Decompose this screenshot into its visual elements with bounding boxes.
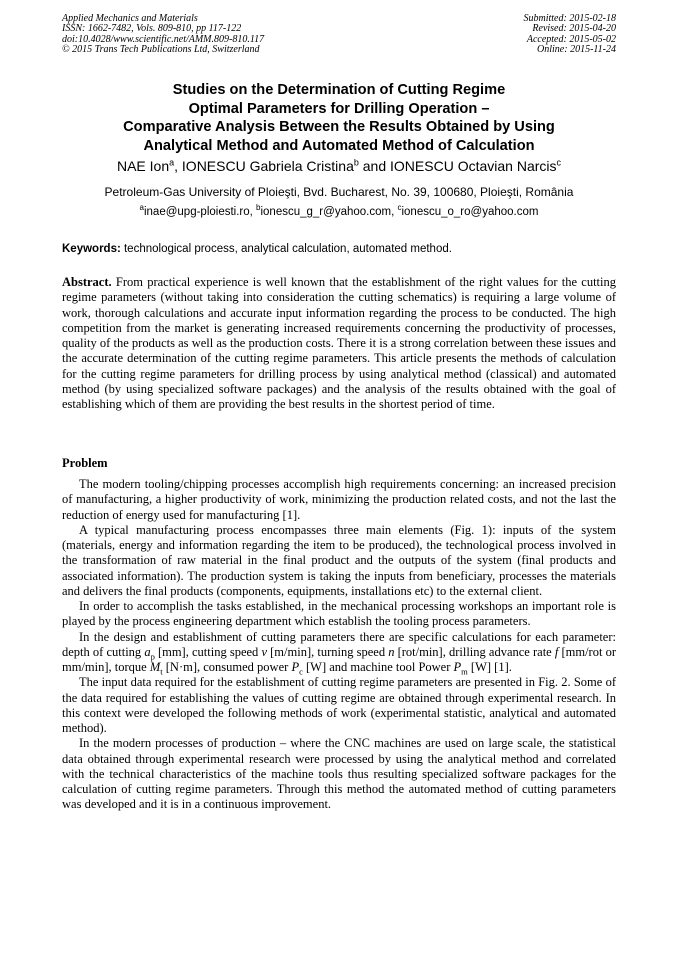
email-link[interactable]: inae@upg-ploiesti.ro, bbox=[143, 206, 257, 218]
subscript: m bbox=[461, 666, 468, 677]
text-run: [W] [1]. bbox=[467, 660, 512, 674]
title-line: Analytical Method and Automated Method of Calculation bbox=[143, 137, 535, 154]
journal-info bbox=[62, 14, 264, 56]
submitted-date: Submitted: 2015-02-18 bbox=[523, 13, 616, 24]
author-emails bbox=[30, 204, 648, 220]
text-run: [mm], cutting speed bbox=[154, 644, 262, 659]
symbol: a bbox=[144, 644, 151, 659]
abstract-text: From practical experience is well known that the establishment of the right values for the cutting regime parameters (without taking into consideration the cutting schematics) is requiring a large volume of work, thorough calculations and accurate input information regarding the process to be conducted. The high competition from the market is generating increased requirements concerning the productivity of processes, quality of the products as well as the production costs. There it is a strong correlation between these issues and the accurate determination of the cutting regime parameters. This article presents the methods of calculation for the cutting regime parameters for drilling process by using analytical method (classical) and automated method (by using specialized software packages) and the analysis of the results obtained with the goal of establishing which of them are providing the best results in the shortest period of time. bbox=[62, 275, 616, 412]
email-sup: c bbox=[397, 203, 402, 213]
email-link[interactable]: ionescu_g_r@yahoo.com, bbox=[260, 206, 398, 218]
text-run: [m/min], turning speed bbox=[267, 644, 389, 659]
symbol: P bbox=[453, 660, 462, 674]
section-body bbox=[62, 477, 616, 813]
symbol: P bbox=[291, 660, 300, 674]
abstract-label: Abstract. bbox=[62, 275, 112, 289]
keywords bbox=[62, 242, 616, 257]
keywords-label: Keywords: bbox=[62, 243, 121, 255]
paragraph: The modern tooling/chipping processes accomplish high requirements concerning: an increased precision of manufacturing, a higher productivity of work, minimizing the production related costs, and not the last the reduction of energy used for manufacturing [1]. bbox=[62, 477, 616, 522]
journal-name: Applied Mechanics and Materials bbox=[62, 13, 198, 24]
symbol: f bbox=[554, 644, 559, 659]
paper-title bbox=[40, 81, 638, 155]
journal-copyright: © 2015 Trans Tech Publications Ltd, Switzerland bbox=[62, 44, 260, 56]
author-sup: c bbox=[556, 157, 561, 168]
text-run: [mm/rot or mm/min], torque bbox=[62, 644, 616, 674]
symbol: M bbox=[149, 660, 161, 674]
online-date: Online: 2015-11-24 bbox=[537, 44, 616, 56]
text-run: [rot/min], drilling advance rate bbox=[394, 644, 555, 659]
paragraph-parameters bbox=[62, 630, 616, 676]
author-name: NAE Ion bbox=[116, 158, 170, 174]
author-sup: a bbox=[169, 157, 175, 168]
revised-date: Revised: 2015-04-20 bbox=[532, 23, 616, 35]
author-list bbox=[30, 157, 648, 175]
title-line: Comparative Analysis Between the Results Obtained by Using bbox=[123, 119, 555, 136]
email-sup: a bbox=[139, 203, 144, 213]
journal-issn: ISSN: 1662-7482, Vols. 809-810, pp 117-122 bbox=[62, 23, 242, 35]
subscript: p bbox=[150, 651, 155, 662]
paragraph: In order to accomplish the tasks established, in the mechanical processing workshops an important role is played by the process engineering department which establish the tooling process parameters. bbox=[62, 599, 616, 629]
submission-dates bbox=[524, 14, 617, 56]
journal-doi[interactable]: doi:10.4028/www.scientific.net/AMM.809-810.117 bbox=[62, 33, 265, 45]
paragraph: A typical manufacturing process encompasses three main elements (Fig. 1): inputs of the system (materials, energy and information regarding the item to be produced), the technological process involved in the transformation of raw material in the final product and the outputs of the system (final products and associated information). The production system is taking the inputs from beneficiary, processes the materials and delivers the final products (components, equipments, installations etc) to the external client. bbox=[62, 522, 616, 598]
title-line: Optimal Parameters for Drilling Operation – bbox=[188, 100, 490, 117]
author-name: IONESCU Gabriela Cristina bbox=[181, 158, 354, 174]
accepted-date: Accepted: 2015-05-02 bbox=[526, 33, 616, 45]
subscript: t bbox=[160, 666, 163, 677]
symbol: n bbox=[388, 644, 395, 659]
author-name: IONESCU Octavian Narcis bbox=[390, 158, 557, 174]
affiliation: Petroleum-Gas University of Ploieşti, Bvd. Bucharest, No. 39, 100680, Ploieşti, România bbox=[104, 185, 574, 199]
title-line: Studies on the Determination of Cutting Regime bbox=[172, 82, 506, 98]
author-separator: , bbox=[174, 158, 182, 174]
email-link[interactable]: ionescu_o_ro@yahoo.com bbox=[401, 206, 539, 218]
keywords-text: technological process, analytical calculation, automated method. bbox=[120, 243, 452, 255]
symbol: v bbox=[261, 644, 267, 659]
paragraph: In the modern processes of production – where the CNC machines are used on large scale, the statistical data obtained through experimental research were processed by using the analytical method and correlated with the technical characteristics of the machine tools thus resulting specialized software packages for the calculation of cutting regime parameters. Through this method the automated method of cutting parameters was developed and it is in a continuous improvement. bbox=[62, 736, 616, 812]
text-run: In the design and establishment of cutting parameters there are specific calculations for each parameter: depth of cutting bbox=[62, 629, 616, 659]
subscript: c bbox=[299, 666, 303, 677]
author-sup: b bbox=[353, 157, 359, 168]
email-sup: b bbox=[256, 203, 261, 213]
author-separator: and bbox=[358, 158, 391, 174]
section-heading-problem: Problem bbox=[62, 456, 108, 470]
text-run: [W] and machine tool Power bbox=[302, 660, 454, 674]
abstract bbox=[62, 275, 616, 413]
text-run: [N·m], consumed power bbox=[162, 660, 292, 674]
paragraph: The input data required for the establishment of cutting regime parameters are presented in Fig. 2. Some of the data required for establishing the values of cutting regime are obtained through experimental research. In this context were developed the following methods of work (experimental statistic, analytical and automated method). bbox=[62, 675, 616, 735]
